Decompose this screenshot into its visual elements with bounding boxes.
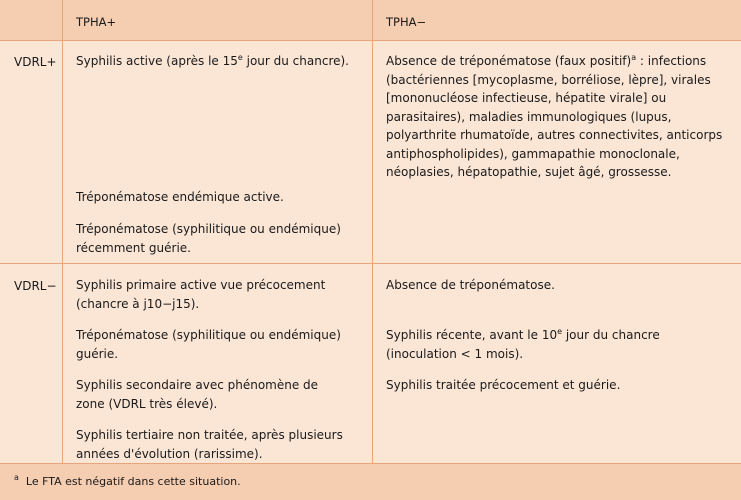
footnote	[14, 474, 714, 490]
cell-vdrl-neg-tpha-pos-3	[76, 376, 346, 413]
cell-text: Syphilis primaire active vue précocement (chancre à j10−j15).	[76, 278, 326, 311]
cell-vdrl-neg-tpha-pos-4	[76, 426, 356, 463]
cell-vdrl-neg-tpha-pos-1	[76, 276, 361, 313]
cell-text: Syphilis traitée précocement et guérie.	[386, 378, 621, 392]
row-label-vdrl-positive: VDRL+	[14, 55, 57, 69]
footnote-mark: a	[14, 473, 19, 482]
cell-vdrl-neg-tpha-neg-1	[386, 276, 736, 295]
cell-text: Syphilis tertiaire non traitée, après plusieurs années d'évolution (rarissime).	[76, 428, 343, 461]
cell-text: Tréponématose (syphilitique ou endémique) guérie.	[76, 328, 341, 361]
cell-vdrl-pos-tpha-pos-2	[76, 188, 366, 207]
header-tpha-negative: TPHA−	[386, 15, 427, 29]
footnote-text: Le FTA est négatif dans cette situation.	[25, 475, 241, 488]
cell-text: Syphilis récente, avant le 10e jour du chancre (inoculation < 1 mois).	[386, 327, 660, 361]
cell-text: Tréponématose (syphilitique ou endémique) récemment guérie.	[76, 222, 341, 255]
rule-v-2	[372, 0, 373, 463]
cell-text: Tréponématose endémique active.	[76, 190, 284, 204]
cell-vdrl-pos-tpha-neg-1	[386, 52, 736, 182]
cell-vdrl-pos-tpha-pos-1	[76, 52, 366, 71]
header-tpha-positive: TPHA+	[76, 15, 117, 29]
cell-text: Absence de tréponématose (faux positif)$^a$ : infections (bactériennes [mycoplasme, borréliose, lèpre], virales [mononucléose infectieuse, hépatite virale] ou parasitaires), maladies immunologiques (lupus, polyarthrite rhumatoïde, autres connectivites, anticorps antiphospholipides), gammapathie monoclonale, néoplasies, hépatopathie, sujet âgé, grossesse.	[386, 53, 723, 179]
cell-vdrl-pos-tpha-pos-3	[76, 220, 356, 257]
cell-vdrl-neg-tpha-neg-3	[386, 376, 716, 395]
rule-h-foot	[0, 463, 741, 464]
cell-vdrl-neg-tpha-neg-2	[386, 326, 716, 363]
cell-text: Syphilis active (après le 15e jour du chancre).	[76, 53, 349, 68]
cell-text: Absence de tréponématose.	[386, 278, 555, 292]
cell-text: Syphilis secondaire avec phénomène de zone (VDRL très élevé).	[76, 378, 319, 411]
row-label-vdrl-negative: VDRL−	[14, 279, 57, 293]
rule-v-1	[62, 0, 63, 463]
rule-h-header	[0, 40, 741, 41]
cell-vdrl-neg-tpha-pos-2	[76, 326, 356, 363]
rule-h-row	[0, 263, 741, 264]
